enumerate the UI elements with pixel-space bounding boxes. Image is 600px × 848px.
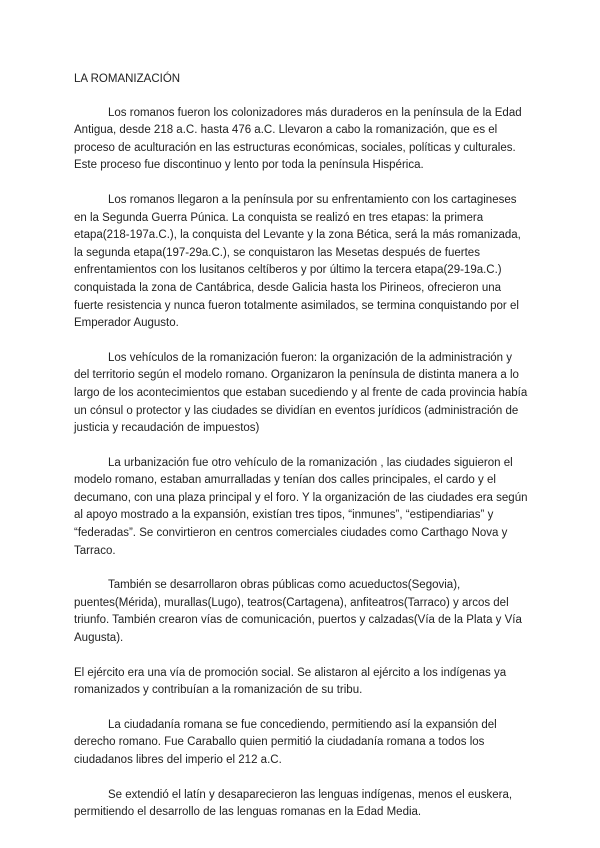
paragraph-7: La ciudadanía romana se fue concediendo, permitiendo así la expansión del derecho romano. Fue Caraballo quien permitió la ciudadanía romana a todos los ciudadanos libres del imperio el 212 a.C. xyxy=(74,718,497,766)
document-title: LA ROMANIZACIÓN xyxy=(74,73,181,85)
paragraph-8: Se extendió el latín y desaparecieron las lenguas indígenas, menos el euskera, permitiendo el desarrollo de las lenguas romanas en la Edad Media. xyxy=(74,788,513,819)
paragraph-6: El ejército era una vía de promoción social. Se alistaron al ejército a los indígenas ya romanizados y contribuían a la romanización de su tribu. xyxy=(74,666,507,697)
paragraph-2: Los romanos llegaron a la península por su enfrentamiento con los cartagineses en la Segunda Guerra Púnica. La conquista se realizó en tres etapas: la primera etapa(218-197a.C.), la conquista del Levante y la zona Bética, será la más romanizada, la segunda etapa(197-29a.C.), se conquistaron las Mesetas después de fuertes enfrentamientos con los lusitanos celtíberos y por último la tercera etapa(29-19a.C.) conquistada la zona de Cantábrica, desde Galicia hasta los Pirineos, ofrecieron una fuerte resistencia y nunca fueron totalmente asimilados, se termina conquistando por el Emperador Augusto. xyxy=(74,193,521,330)
document-body xyxy=(74,71,530,839)
paragraph-3: Los vehículos de la romanización fueron: la organización de la administración y del territorio según el modelo romano. Organizaron la península de distinta manera a lo largo de los acontecimientos que estaban sucediendo y al frente de cada provincia había un cónsul o protector y las ciudades se dividían en eventos jurídicos (administración de justicia y recaudación de impuestos) xyxy=(74,351,528,435)
paragraph-1: Los romanos fueron los colonizadores más duraderos en la península de la Edad Antigua, desde 218 a.C. hasta 476 a.C. Llevaron a cabo la romanización, que es el proceso de aculturación en las estructuras económicas, sociales, políticas y culturales. Este proceso fue discontinuo y lento por toda la península Hispérica. xyxy=(74,106,522,172)
paragraph-4: La urbanización fue otro vehículo de la romanización , las ciudades siguieron el modelo romano, estaban amurralladas y tenían dos calles principales, el cardo y el decumano, con una plaza principal y el foro. Y la organización de las ciudades era según al apoyo mostrado a la expansión, existían tres tipos, “inmunes”, “estipendiarias” y “federadas”. Se convirtieron en centros comerciales ciudades como Carthago Nova y Tarraco. xyxy=(74,456,528,557)
paragraph-5: También se desarrollaron obras públicas como acueductos(Segovia), puentes(Mérida), murallas(Lugo), teatros(Cartagena), anfiteatros(Tarraco) y arcos del triunfo. También crearon vías de comunicación, puertos y calzadas(Vía de la Plata y Vía Augusta). xyxy=(74,579,522,645)
